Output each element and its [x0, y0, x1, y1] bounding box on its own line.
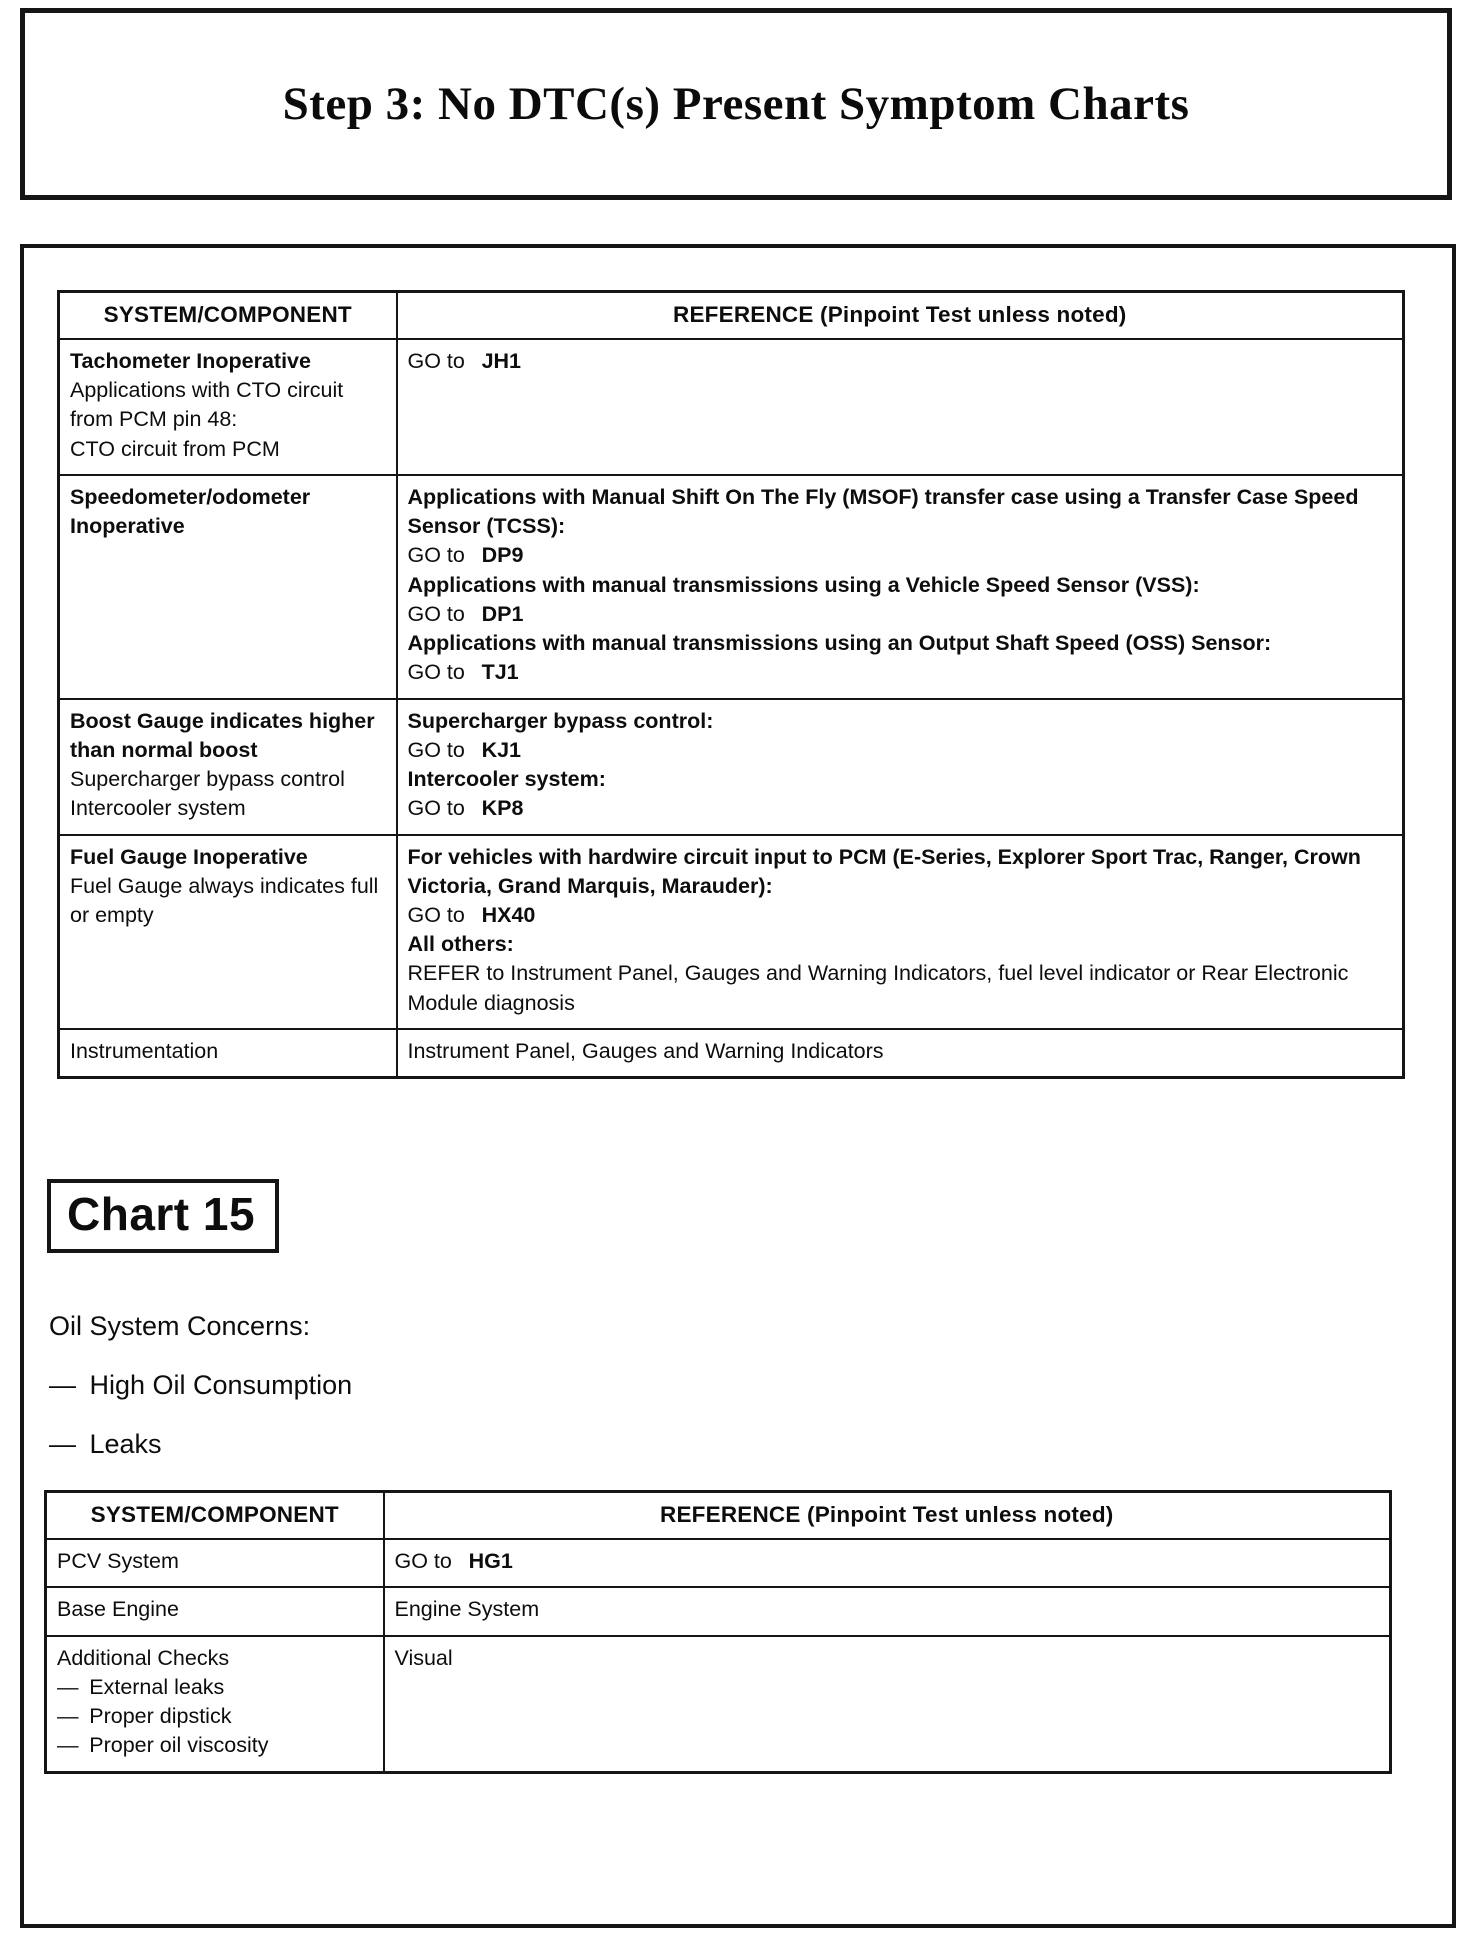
pinpoint-test-code: HG1	[468, 1549, 513, 1574]
oil-concerns-list	[49, 1370, 1404, 1460]
text-segment: Applications with CTO circuit from PCM pin 48:	[70, 378, 344, 432]
reference-cell	[397, 835, 1404, 1029]
text-segment: — Proper dipstick	[57, 1704, 232, 1729]
text-segment: Additional Checks	[57, 1645, 230, 1670]
pinpoint-test-code: KP8	[481, 796, 524, 821]
text-segment: Instrumentation	[70, 1038, 219, 1063]
text-segment: Fuel Gauge Inoperative	[70, 844, 308, 869]
reference-cell	[397, 339, 1404, 475]
text-line	[57, 1547, 371, 1576]
text-segment: Engine System	[394, 1597, 540, 1622]
text-segment: — External leaks	[57, 1674, 225, 1699]
text-line	[408, 901, 1391, 930]
text-line	[408, 629, 1391, 658]
text-segment: Boost Gauge indicates higher than normal boost	[70, 708, 375, 762]
component-cell	[59, 699, 397, 835]
text-segment: Intercooler system:	[407, 767, 606, 792]
text-line	[70, 843, 384, 872]
text-segment: Base Engine	[57, 1597, 179, 1622]
oil-concern-item: — Leaks	[49, 1429, 162, 1460]
text-line	[70, 872, 384, 930]
text-line	[57, 1702, 371, 1731]
text-segment: Applications with manual transmissions using an Output Shaft Speed (OSS) Sensor:	[407, 631, 1272, 656]
component-cell	[59, 475, 397, 699]
text-segment: GO to	[407, 601, 482, 626]
reference-cell	[397, 1029, 1404, 1078]
text-segment: PCV System	[57, 1549, 179, 1574]
component-cell	[46, 1636, 384, 1772]
column-header: SYSTEM/COMPONENT	[59, 292, 397, 340]
text-line	[70, 794, 384, 823]
header-row	[46, 1492, 1391, 1540]
column-header: SYSTEM/COMPONENT	[46, 1492, 384, 1540]
text-segment: GO to	[407, 737, 482, 762]
text-line	[408, 658, 1391, 687]
text-line	[408, 794, 1391, 823]
pinpoint-test-code: DP9	[481, 543, 524, 568]
table-row	[46, 1636, 1391, 1772]
text-segment: REFER to Instrument Panel, Gauges and Warning Indicators, fuel level indicator or Rear Electronic Module diagnosis	[407, 961, 1349, 1015]
text-line	[70, 483, 384, 541]
oil-concerns-heading: Oil System Concerns:	[49, 1311, 311, 1342]
text-line	[408, 736, 1391, 765]
text-line	[408, 600, 1391, 629]
text-segment: For vehicles with hardwire circuit input to PCM (E-Series, Explorer Sport Trac, Ranger, Crown Victoria, Grand Marquis, Marauder):	[407, 844, 1361, 898]
chart-label-box	[47, 1179, 279, 1253]
text-line	[408, 347, 1391, 376]
pinpoint-test-code: TJ1	[481, 660, 519, 685]
text-line	[395, 1547, 1378, 1576]
component-cell	[59, 339, 397, 475]
chart-label: Chart 15	[67, 1188, 256, 1241]
text-line	[408, 765, 1391, 794]
text-segment: Applications with manual transmissions using a Vehicle Speed Sensor (VSS):	[407, 572, 1200, 597]
table-row	[59, 1029, 1404, 1078]
text-line	[408, 571, 1391, 600]
table-row	[59, 339, 1404, 475]
text-line	[57, 1731, 371, 1760]
text-line	[408, 483, 1391, 541]
symptom-table-instrumentation	[57, 290, 1405, 1079]
text-line	[57, 1595, 371, 1624]
text-line	[408, 1037, 1391, 1066]
table-row	[59, 835, 1404, 1029]
text-line	[395, 1595, 1378, 1624]
text-segment: Supercharger bypass control	[70, 767, 345, 792]
text-segment: Instrument Panel, Gauges and Warning Indicators	[407, 1038, 884, 1063]
text-line	[408, 959, 1391, 1017]
text-line	[70, 376, 384, 434]
text-segment: GO to	[407, 796, 482, 821]
text-line	[408, 541, 1391, 570]
text-segment: All others:	[407, 932, 514, 957]
reference-cell	[397, 699, 1404, 835]
text-segment: GO to	[394, 1549, 469, 1574]
table-row	[46, 1539, 1391, 1587]
text-line	[408, 843, 1391, 901]
component-cell	[59, 1029, 397, 1078]
pinpoint-test-code: DP1	[481, 601, 524, 626]
text-line	[70, 435, 384, 464]
text-line	[57, 1673, 371, 1702]
text-segment: CTO circuit from PCM	[70, 436, 280, 461]
text-line	[408, 930, 1391, 959]
table-row	[59, 475, 1404, 699]
reference-cell	[384, 1587, 1391, 1635]
pinpoint-test-code: KJ1	[481, 737, 522, 762]
text-segment: GO to	[407, 660, 482, 685]
table-row	[46, 1587, 1391, 1635]
text-line	[70, 347, 384, 376]
text-segment: — Proper oil viscosity	[57, 1733, 269, 1758]
reference-cell	[397, 475, 1404, 699]
symptom-table-oil-system	[44, 1490, 1392, 1773]
text-segment: Intercooler system	[70, 796, 246, 821]
page-title-box	[20, 8, 1452, 200]
text-segment: GO to	[407, 902, 482, 927]
text-line	[70, 765, 384, 794]
component-cell	[46, 1587, 384, 1635]
header-row	[59, 292, 1404, 340]
oil-concern-item: — High Oil Consumption	[49, 1370, 353, 1401]
text-line	[70, 1037, 384, 1066]
text-segment: Applications with Manual Shift On The Fly (MSOF) transfer case using a Transfer Case Speed Sensor (TCSS):	[407, 484, 1359, 539]
text-segment: Supercharger bypass control:	[407, 708, 714, 733]
pinpoint-test-code: HX40	[481, 902, 536, 927]
text-segment: GO to	[407, 543, 482, 568]
text-segment: GO to	[407, 349, 482, 373]
column-header: REFERENCE (Pinpoint Test unless noted)	[384, 1492, 1391, 1540]
text-segment: Speedometer/odometer Inoperative	[70, 484, 311, 539]
reference-cell	[384, 1636, 1391, 1772]
column-header: REFERENCE (Pinpoint Test unless noted)	[397, 292, 1404, 340]
text-segment: Fuel Gauge always indicates full or empty	[70, 873, 379, 927]
text-line	[408, 707, 1391, 736]
table-row	[59, 699, 1404, 835]
reference-cell	[384, 1539, 1391, 1587]
text-line	[395, 1644, 1378, 1673]
text-segment: Visual	[394, 1645, 453, 1670]
component-cell	[46, 1539, 384, 1587]
text-segment: Tachometer Inoperative	[70, 349, 311, 373]
pinpoint-test-code: JH1	[481, 349, 522, 373]
content-frame	[20, 244, 1456, 1928]
text-line	[57, 1644, 371, 1673]
text-line	[70, 707, 384, 765]
page-title: Step 3: No DTC(s) Present Symptom Charts	[282, 78, 1190, 130]
component-cell	[59, 835, 397, 1029]
